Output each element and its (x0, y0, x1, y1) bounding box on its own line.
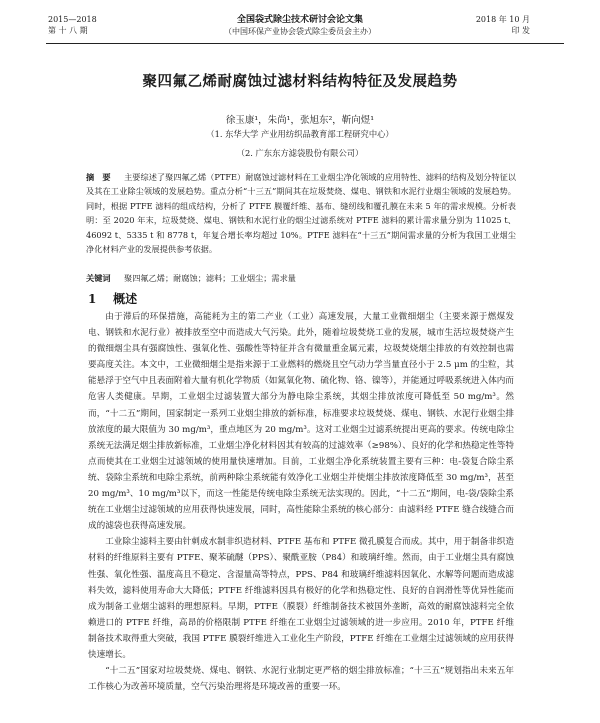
header-years: 2015—2018 (48, 15, 97, 24)
keywords-label: 关键词 (86, 273, 111, 283)
header-date: 2018 年 10 月 (475, 15, 530, 24)
author-list: 徐玉康¹，朱尚¹，张旭东²，靳向煜¹ (225, 115, 375, 126)
paragraph: “十二五”国家对垃圾焚烧、煤电、钢铁、水泥行业制定更严格的烟尘排放标准；“十三五”规划指出未来五年工作核心为改善环境质量，空气污染治理将是环境改善的重要一环。 (88, 666, 514, 693)
section-number: 1 (88, 292, 97, 306)
paragraph: 由于滞后的环保措施，高能耗为主的第二产业（工业）高速发展，大量工业微细烟尘（主要来源于燃煤发电、钢铁和水泥行业）被排放至空中而造成大气污染。此外，随着垃圾焚烧工业的发展，城市生活垃圾焚烧产生的微细烟尘具有强腐蚀性、强氧化性、强酸性等特征并含有微量重金属元素，垃圾焚烧烟尘排放的有效控制也需要高度关注。本文中，工业微细烟尘是指来源于工业燃料的燃烧且空气动力学当量直径小于 2.5 μm 的尘粒，其能悬浮于空气中且表面附着大量有机化学物质（如氮氧化物、硫化物、铬、镍等），并能通过呼吸系统进入体内而危害人类健康。早期，工业烟尘过滤装置大部分为静电除尘系统，其烟尘排放浓度可降低至 50 mg/m³。然而，“十二五”期间，国家制定一系列工业烟尘排放的新标准，标准要求垃圾焚烧、煤电、钢铁、水泥行业烟尘排放浓度的最大限值为 30 mg/m³，重点地区为 20 mg/m³。这对工业烟尘过滤系统提出更高的要求。传统电除尘系统无法满足烟尘排放新标准，工业烟尘净化材料因其有较高的过滤效率（≥98%）、良好的化学和热稳定性等特点而使其在工业烟尘过滤领域的使用量快速增加。目前，工业烟尘净化系统装置主要有三种：电-袋复合除尘系统、袋除尘系统和电除尘系统，前两种除尘系统能有效净化工业烟尘并使烟尘排放浓度降低至 30 mg/m³，甚至 20 mg/m³、10 mg/m³以下，而这一性能是传统电除尘系统无法实现的。因此，“十二五”期间，电-袋/袋除尘系统在工业烟尘过滤领域的应用获得快速发展，同时，高性能除尘系统的核心部分：由滤料经 PTFE 缝合线缝合而成的滤袋也获得高速发展。 (88, 312, 514, 532)
section-heading (88, 290, 137, 307)
abstract-label: 摘 要 (86, 172, 111, 182)
affiliation-1: （1. 东华大学 产业用纺织品教育部工程研究中心） (206, 129, 394, 139)
running-header-right (476, 14, 530, 36)
header-printed: 印 发 (511, 26, 530, 35)
section-title: 概述 (113, 292, 138, 306)
abstract-text: 主要综述了聚四氟乙烯（PTFE）耐腐蚀过滤材料在工业烟尘净化领域的应用特性、滤料的结构及划分特征以及其在工业除尘领域的发展趋势。重点分析“十三五”期间其在垃圾焚烧、煤电、钢铁和水泥行业烟尘领域的发展趋势。同时，根据 PTFE 滤料的组成结构，分析了 PTFE 膜覆纤维、基布、缝纫线和覆孔膜在未来 5 年的需求规模。分析表明：至 2020 年末，垃圾焚烧、煤电、钢铁和水泥行业的烟尘过滤系统对 PTFE 滤料的累计需求量分别为 11025 t、46092 t、5335 t 和 8778 t，年复合增长率均超过 10%。PTFE 滤料在“十三五”期间需求量的分析为我国工业烟尘净化材料产业的发展提供参考依据。 (86, 172, 516, 255)
keywords-text: 聚四氟乙烯；耐腐蚀；滤料；工业烟尘；需求量 (124, 273, 296, 283)
paper-title: 聚四氟乙烯耐腐蚀过滤材料结构特征及发展趋势 (142, 73, 458, 90)
body-text (88, 309, 514, 695)
paragraph: 工业除尘滤料主要由针刺成水制非织造材料、PTFE 基布和 PTFE 微孔膜复合而成。其中，用于制备非织造材料的纤维原料主要有 PTFE、聚苯硫醚（PPS）、聚酰亚胺（P84）和玻璃纤维。然而，由于工业烟尘具有腐蚀性强、氧化性强、温度高且不稳定、含湿量高等特点，PPS、P84 和玻璃纤维滤料因氧化、水解等问题而造成滤料失效，滤料使用寿命大大降低；PTFE 纤维滤料因具有极好的化学和热稳定性、良好的自润滑性等优异性能而成为制备工业烟尘滤料的理想原料。早期，PTFE（膜裂）纤维制备技术被国外垄断，高效的耐腐蚀滤料完全依赖进口的 PTFE 纤维，高昂的价格限制 PTFE 纤维在工业烟尘过滤领域的进一步应用。2010 年，PTFE 纤维制备技术取得重大突破，我国 PTFE 膜裂纤维进入工业化生产阶段，PTFE 纤维在工业烟尘过滤领域的应用获得快速增长。 (88, 537, 514, 660)
header-organizer: （中国环保产业协会袋式除尘委员会主办） (224, 27, 376, 36)
header-proceedings-title: 全国袋式除尘技术研讨会论文集 (236, 15, 363, 25)
header-issue: 第 十 八 期 (48, 26, 88, 35)
affiliation-2: （2. 广东东方滤袋股份有限公司） (236, 148, 364, 158)
header-rule (46, 43, 564, 44)
keywords (86, 273, 516, 284)
abstract (86, 170, 516, 256)
